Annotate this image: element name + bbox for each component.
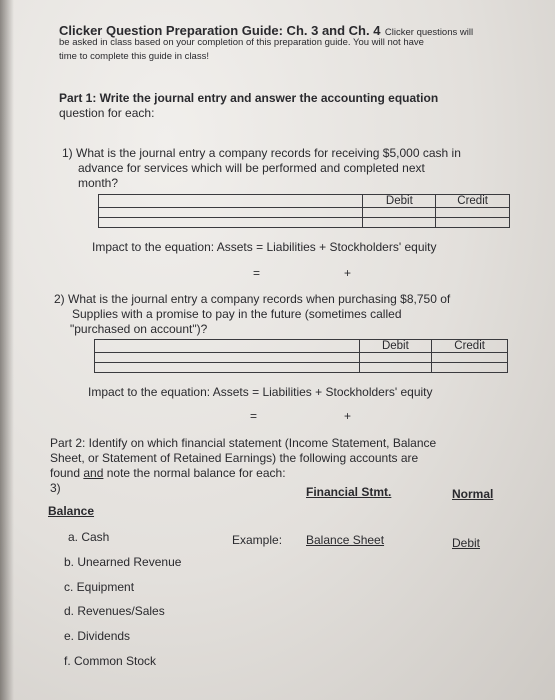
credit-cell[interactable] bbox=[432, 353, 508, 363]
header-note-line2: be asked in class based on your completion of this preparation guide. You will not have bbox=[59, 37, 424, 48]
q1-line3: month? bbox=[78, 176, 119, 190]
credit-header: Credit bbox=[436, 195, 510, 208]
q2-plus: + bbox=[344, 409, 352, 423]
part2-line1: Part 2: Identify on which financial statement (Income Statement, Balance bbox=[50, 436, 437, 450]
account-cell[interactable] bbox=[95, 353, 360, 363]
table-row bbox=[99, 218, 510, 228]
table-row bbox=[99, 195, 510, 208]
part1-heading-line1: Part 1: Write the journal entry and answer the accounting equation bbox=[59, 91, 439, 105]
account-cell[interactable] bbox=[99, 195, 363, 208]
example-stmt: Balance Sheet bbox=[306, 533, 385, 547]
q2-line2: Supplies with a promise to pay in the future (sometimes called bbox=[72, 307, 402, 321]
question-number: 3) bbox=[50, 481, 61, 495]
credit-cell[interactable] bbox=[436, 218, 510, 228]
list-item: e. Dividends bbox=[64, 629, 131, 643]
account-cell[interactable] bbox=[99, 208, 363, 218]
q1-line1: 1) What is the journal entry a company records for receiving $5,000 cash in bbox=[62, 146, 461, 160]
example-label: Example: bbox=[232, 533, 283, 547]
list-item: d. Revenues/Sales bbox=[64, 604, 165, 618]
account-cell[interactable] bbox=[99, 218, 363, 228]
q1-journal-table bbox=[98, 194, 510, 228]
col-balance: Balance bbox=[48, 504, 95, 518]
page-shadow bbox=[0, 0, 14, 700]
page-title: Clicker Question Preparation Guide: Ch. 3 and Ch. 4 bbox=[59, 23, 381, 38]
debit-cell[interactable] bbox=[359, 363, 432, 373]
example-normal: Debit bbox=[452, 536, 481, 550]
part2-line3 bbox=[50, 466, 286, 480]
part2-line3-end: note the normal balance for each: bbox=[103, 466, 286, 480]
header-note: Clicker questions will bbox=[384, 27, 474, 38]
col-financial-stmt: Financial Stmt. bbox=[306, 485, 392, 499]
q1-plus: + bbox=[344, 266, 352, 280]
table-row bbox=[99, 208, 510, 218]
q2-line1: 2) What is the journal entry a company records when purchasing $8,750 of bbox=[54, 292, 451, 306]
table-row bbox=[95, 353, 508, 363]
credit-header: Credit bbox=[432, 340, 508, 353]
part1-heading-line2: question for each: bbox=[59, 106, 155, 120]
q1-equals: = bbox=[253, 266, 261, 280]
part2-line3-and: and bbox=[83, 466, 104, 480]
debit-cell[interactable] bbox=[359, 353, 432, 363]
list-item: b. Unearned Revenue bbox=[64, 555, 182, 569]
col-normal: Normal bbox=[452, 487, 494, 501]
debit-cell[interactable] bbox=[363, 208, 436, 218]
part2-line2: Sheet, or Statement of Retained Earnings) the following accounts are bbox=[50, 451, 419, 465]
q2-line3: "purchased on account")? bbox=[70, 322, 208, 336]
debit-cell[interactable] bbox=[363, 218, 436, 228]
q1-impact: Impact to the equation: Assets = Liabilities + Stockholders' equity bbox=[92, 240, 437, 254]
q2-journal-table bbox=[94, 339, 508, 373]
list-item: f. Common Stock bbox=[64, 654, 157, 668]
q1-line2: advance for services which will be performed and completed next bbox=[78, 161, 425, 175]
account-cell[interactable] bbox=[95, 363, 360, 373]
table-row bbox=[95, 363, 508, 373]
list-item: c. Equipment bbox=[64, 580, 135, 594]
debit-header: Debit bbox=[363, 195, 436, 208]
q2-equals: = bbox=[250, 409, 258, 423]
debit-header: Debit bbox=[359, 340, 432, 353]
q2-impact: Impact to the equation: Assets = Liabilities + Stockholders' equity bbox=[88, 385, 433, 399]
header-note-line3: time to complete this guide in class! bbox=[59, 51, 209, 62]
credit-cell[interactable] bbox=[436, 208, 510, 218]
part2-line3-start: found bbox=[50, 466, 84, 480]
list-item: a. Cash bbox=[68, 530, 110, 544]
part1-heading bbox=[59, 91, 438, 105]
table-row bbox=[95, 340, 508, 353]
credit-cell[interactable] bbox=[432, 363, 508, 373]
account-cell[interactable] bbox=[95, 340, 360, 353]
